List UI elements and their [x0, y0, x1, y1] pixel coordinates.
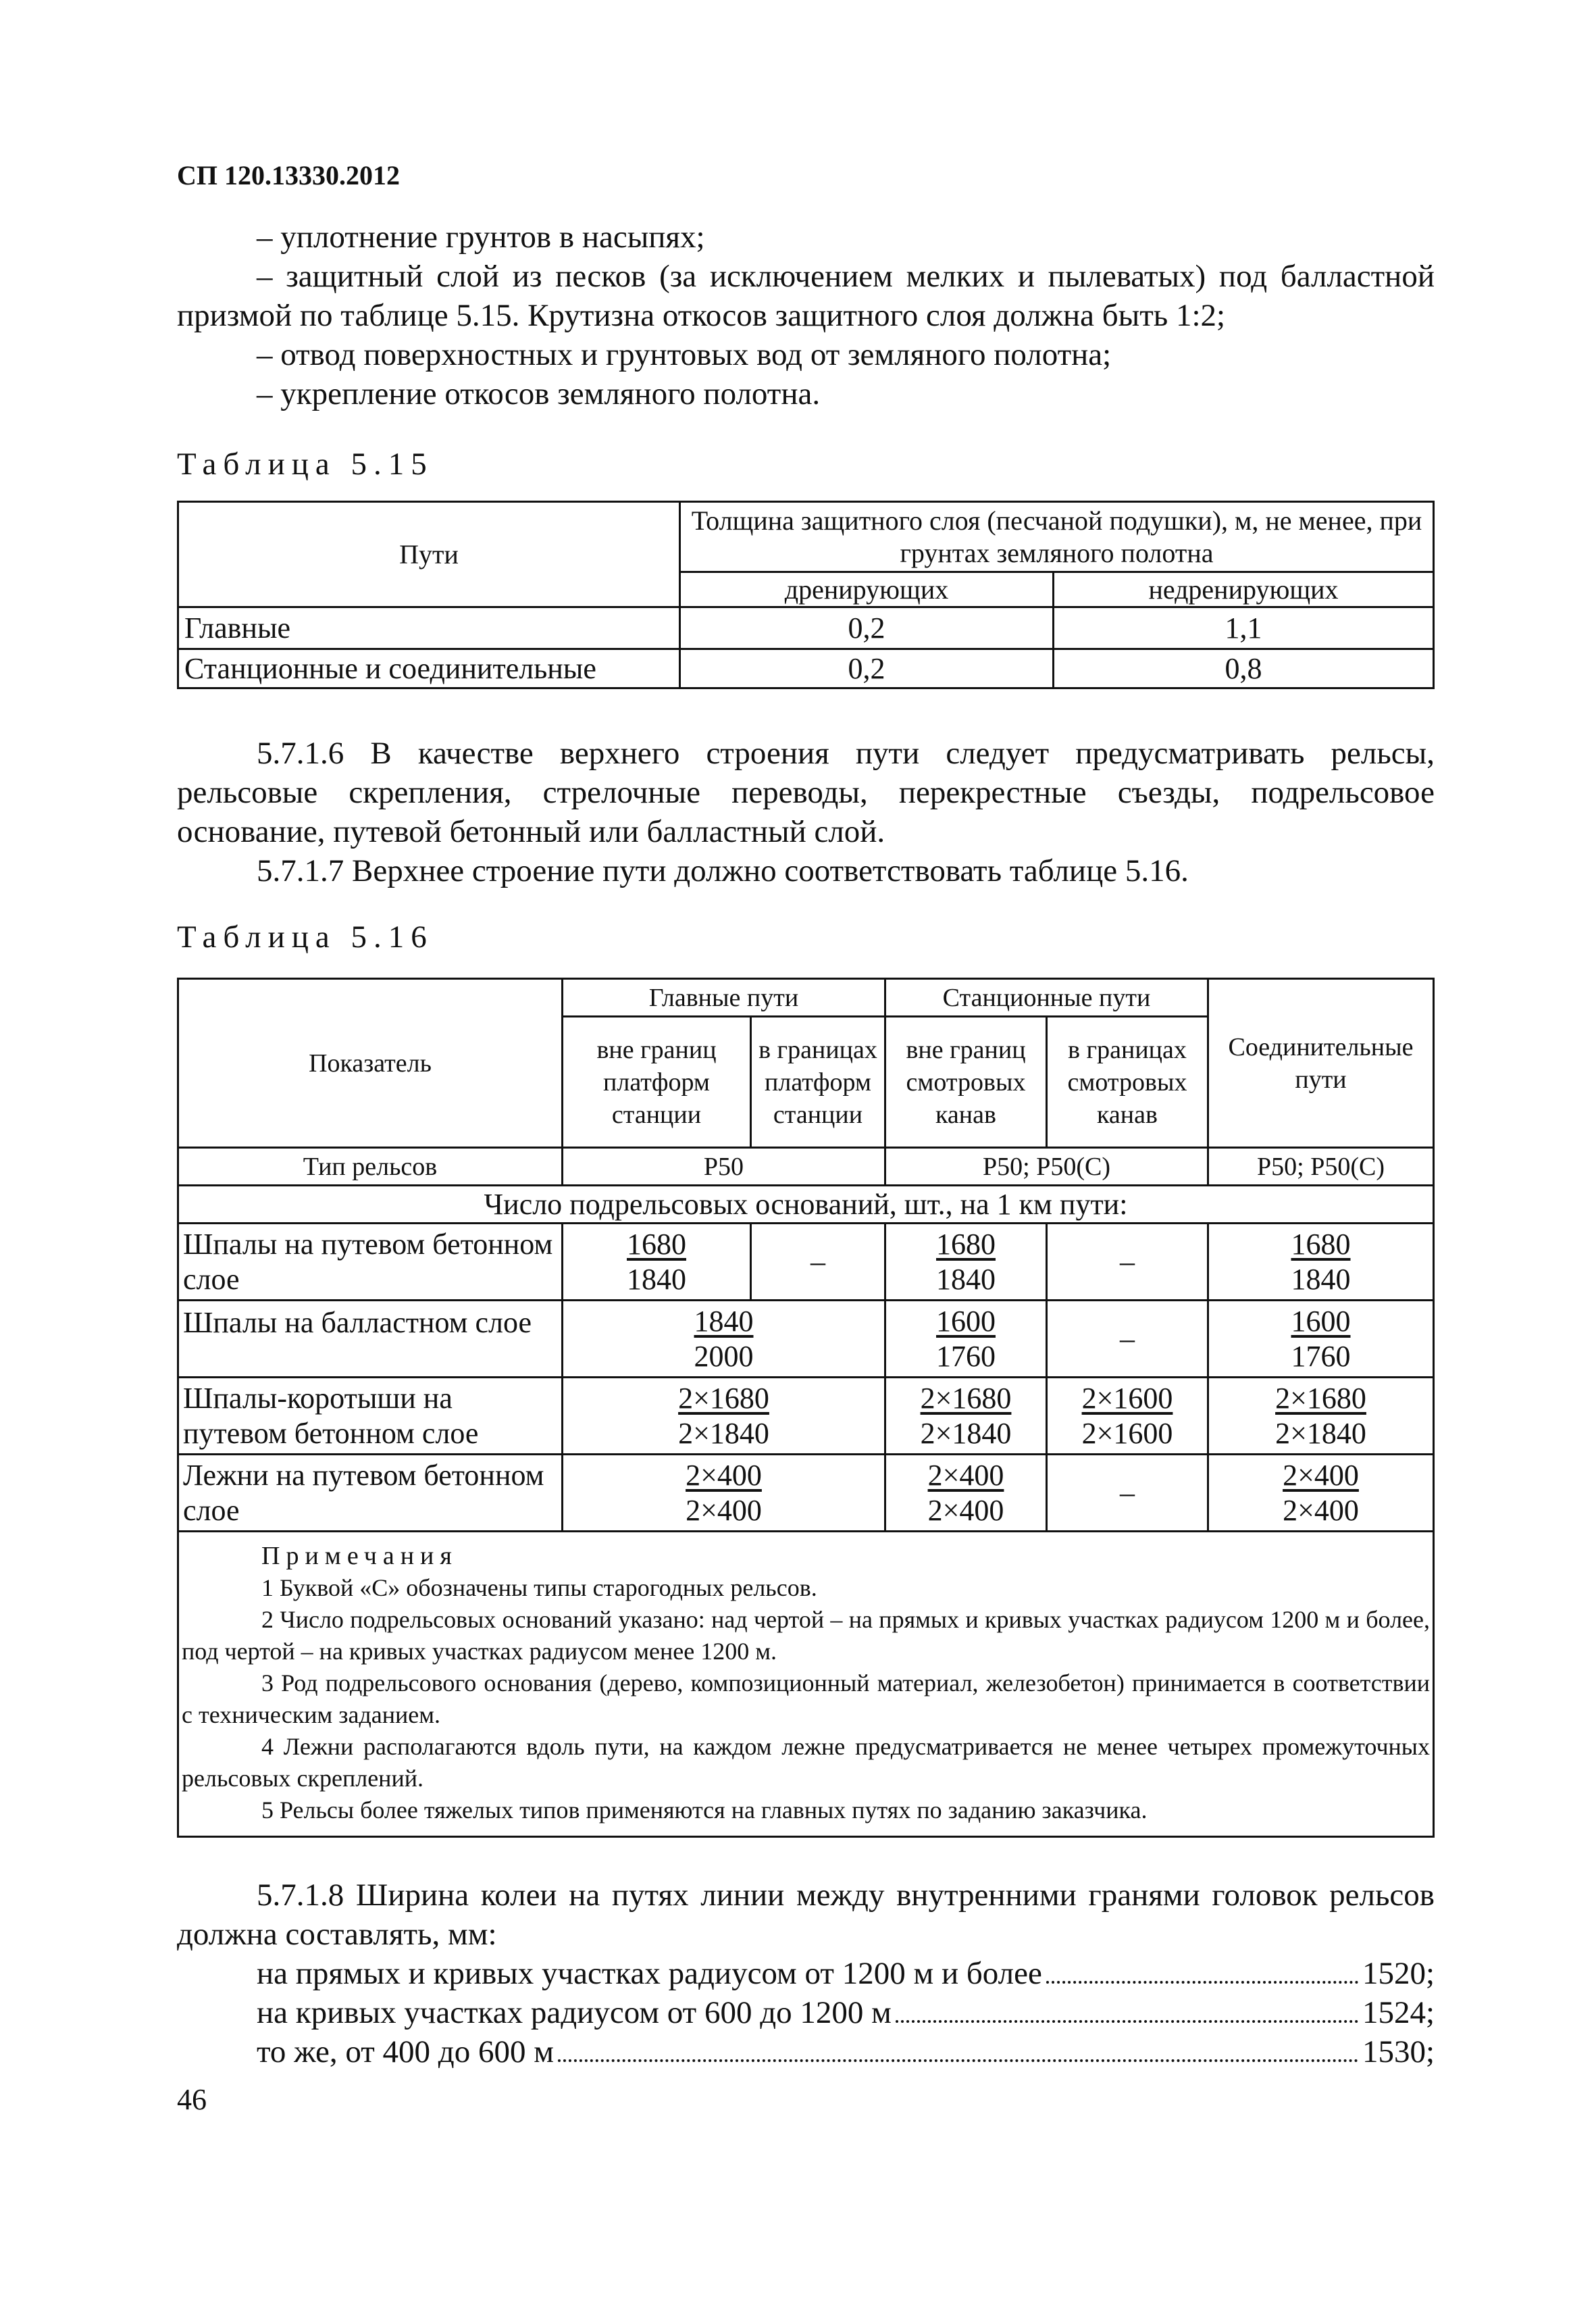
gauge-item-value: 1524; [1362, 1995, 1435, 2030]
list-item-compaction: – уплотнение грунтов в насыпях; [257, 220, 705, 255]
gauge-item-label: на кривых участках радиусом от 600 до 1200 м [257, 1995, 892, 2030]
table-515-header-path: Пути [178, 502, 680, 607]
table-515-cell: 0,2 [680, 607, 1054, 649]
paragraph-5717: 5.7.1.7 Верхнее строение пути должно соответствовать таблице 5.16. [257, 853, 1189, 888]
table-516 [177, 978, 1435, 1838]
table-row [178, 649, 1434, 688]
table-516-notes [178, 1532, 1434, 1837]
gauge-item [257, 2032, 1435, 2071]
gauge-item-label: на прямых и кривых участках радиусом от 1200 м и более [257, 1956, 1042, 1991]
fraction-numerator: 1680 [627, 1227, 686, 1261]
table-515-row-label: Главные [178, 607, 680, 649]
table-516-section-title: Число подрельсовых оснований, шт., на 1 км пути: [178, 1186, 1434, 1224]
table-516-caption: Таблица 5.16 [177, 920, 434, 955]
table-516-cell [1208, 1224, 1434, 1301]
fraction-denominator: 2×1600 [1081, 1416, 1173, 1450]
note-item: 3 Род подрельсового основания (дерево, композиционный материал, железобетон) принимается в соответствии с техническим заданием. [182, 1669, 1430, 1728]
list-item-protective-layer: – защитный слой из песков (за исключением мелких и пылеватых) под балластной призмой по таблице 5.15. Крутизна откосов защитного слоя должна быть 1:2; [177, 259, 1435, 333]
table-516-cell [563, 1301, 885, 1378]
fraction-numerator: 2×400 [686, 1458, 762, 1492]
fraction-denominator: 2×1840 [1275, 1416, 1366, 1450]
fraction-numerator: 2×1680 [678, 1381, 769, 1415]
fraction-numerator: 1600 [936, 1304, 996, 1338]
table-516-header-main-inside: в границах платформ станции [751, 1017, 885, 1148]
table-516-header-main-outside: вне границ платформ станции [563, 1017, 751, 1148]
table-515-header-draining: дренирующих [680, 572, 1054, 607]
fraction-denominator: 2×1840 [920, 1416, 1012, 1450]
list-item-drainage: – отвод поверхностных и грунтовых вод от земляного полотна; [257, 337, 1112, 372]
note-item: 1 Буквой «С» обозначены типы старогодных рельсов. [261, 1574, 817, 1601]
fraction-numerator: 2×400 [927, 1458, 1004, 1492]
fraction-denominator: 2×1840 [678, 1416, 769, 1450]
table-row [178, 1148, 1434, 1186]
gauge-list [177, 1954, 1435, 2071]
note-item: 4 Лежни располагаются вдоль пути, на каждом лежне предусматривается не менее четырех промежуточных рельсовых скреплений. [182, 1733, 1430, 1792]
table-row [178, 607, 1434, 649]
table-515-cell: 0,2 [680, 649, 1054, 688]
table-516-header-connecting: Соединительные пути [1208, 979, 1434, 1148]
table-row [178, 1224, 1434, 1301]
table-516-cell: – [1047, 1455, 1208, 1532]
table-516-header-station-inside: в границах смотровых канав [1047, 1017, 1208, 1148]
table-515-cell: 0,8 [1054, 649, 1434, 688]
fraction-numerator: 1840 [694, 1304, 754, 1338]
document-header: СП 120.13330.2012 [177, 160, 400, 191]
paragraph-5718: 5.7.1.8 Ширина колеи на путях линии между внутренними гранями головок рельсов должна составлять, мм: [177, 1878, 1435, 1952]
fraction-denominator: 2×400 [686, 1493, 762, 1527]
table-516-cell [885, 1378, 1047, 1455]
table-section-row [178, 1186, 1434, 1224]
note-item: 2 Число подрельсовых оснований указано: над чертой – на прямых и кривых участках радиусом 1200 м и более, под чертой – на кривых участках радиусом менее 1200 м. [182, 1606, 1430, 1665]
table-516-header-station: Станционные пути [885, 979, 1208, 1017]
table-516-cell [885, 1224, 1047, 1301]
gauge-item-label: то же, от 400 до 600 м [257, 2034, 554, 2069]
dot-leader [1046, 1981, 1358, 1984]
table-row [178, 1378, 1434, 1455]
dot-leader [896, 2020, 1358, 2023]
page-number: 46 [177, 2083, 207, 2116]
table-515-header-nondraining: недренирующих [1054, 572, 1434, 607]
table-516-row-label: Шпалы на балластном слое [178, 1301, 563, 1378]
table-516-cell [1208, 1301, 1434, 1378]
dot-leader [558, 2059, 1358, 2062]
table-516-cell [885, 1301, 1047, 1378]
fraction-numerator: 1600 [1291, 1304, 1351, 1338]
note-item: 5 Рельсы более тяжелых типов применяются на главных путях по заданию заказчика. [261, 1796, 1148, 1823]
table-516-row-label: Шпалы-коротыши на путевом бетонном слое [178, 1378, 563, 1455]
fraction-denominator: 2×400 [1283, 1493, 1359, 1527]
table-row [178, 1301, 1434, 1378]
fraction-denominator: 1840 [1291, 1262, 1351, 1296]
fraction-numerator: 2×400 [1283, 1458, 1359, 1492]
table-notes-row [178, 1532, 1434, 1837]
table-515-caption: Таблица 5.15 [177, 447, 434, 482]
fraction-denominator: 1760 [936, 1339, 996, 1373]
table-516-header-main: Главные пути [563, 979, 885, 1017]
table-515-row-label: Станционные и соединительные [178, 649, 680, 688]
table-516-cell [1208, 1378, 1434, 1455]
table-516-header-station-outside: вне границ смотровых канав [885, 1017, 1047, 1148]
gauge-item-value: 1530; [1362, 2034, 1435, 2069]
table-516-cell: Р50; Р50(С) [885, 1148, 1208, 1186]
table-516-header-indicator: Показатель [178, 979, 563, 1148]
table-516-row-label: Тип рельсов [178, 1148, 563, 1186]
fraction-numerator: 1680 [1291, 1227, 1351, 1261]
fraction-numerator: 1680 [936, 1227, 996, 1261]
table-516-row-label: Шпалы на путевом бетонном слое [178, 1224, 563, 1301]
fraction-denominator: 1760 [1291, 1339, 1351, 1373]
table-516-cell [563, 1224, 751, 1301]
paragraph-5716: 5.7.1.6 В качестве верхнего строения пути следует предусматривать рельсы, рельсовые скрепления, стрелочные переводы, перекрестные съезды, подрельсовое основание, путевой бетонный или балластный слой. [177, 736, 1435, 849]
table-516-cell: – [1047, 1301, 1208, 1378]
table-515-cell: 1,1 [1054, 607, 1434, 649]
fraction-numerator: 2×1680 [1275, 1381, 1366, 1415]
table-515-header-thickness: Толщина защитного слоя (песчаной подушки), м, не менее, при грунтах земляного полотна [680, 502, 1434, 572]
fraction-numerator: 2×1600 [1081, 1381, 1173, 1415]
fraction-denominator: 2×400 [927, 1493, 1004, 1527]
gauge-item [257, 1993, 1435, 2032]
table-516-cell [1208, 1455, 1434, 1532]
table-516-cell [885, 1455, 1047, 1532]
fraction-denominator: 1840 [936, 1262, 996, 1296]
fraction-denominator: 2000 [694, 1339, 754, 1373]
table-516-cell [1047, 1378, 1208, 1455]
fraction-numerator: 2×1680 [920, 1381, 1012, 1415]
gauge-item [257, 1954, 1435, 1993]
notes-title: Примечания [261, 1542, 458, 1570]
list-item-slope-reinforcement: – укрепление откосов земляного полотна. [257, 376, 821, 411]
table-516-cell: – [1047, 1224, 1208, 1301]
table-row [178, 1455, 1434, 1532]
table-516-row-label: Лежни на путевом бетонном слое [178, 1455, 563, 1532]
fraction-denominator: 1840 [627, 1262, 686, 1296]
table-515 [177, 501, 1435, 689]
table-516-cell: – [751, 1224, 885, 1301]
table-516-cell [563, 1378, 885, 1455]
gauge-item-value: 1520; [1362, 1956, 1435, 1991]
table-516-cell: Р50 [563, 1148, 885, 1186]
table-516-cell: Р50; Р50(С) [1208, 1148, 1434, 1186]
table-516-cell [563, 1455, 885, 1532]
